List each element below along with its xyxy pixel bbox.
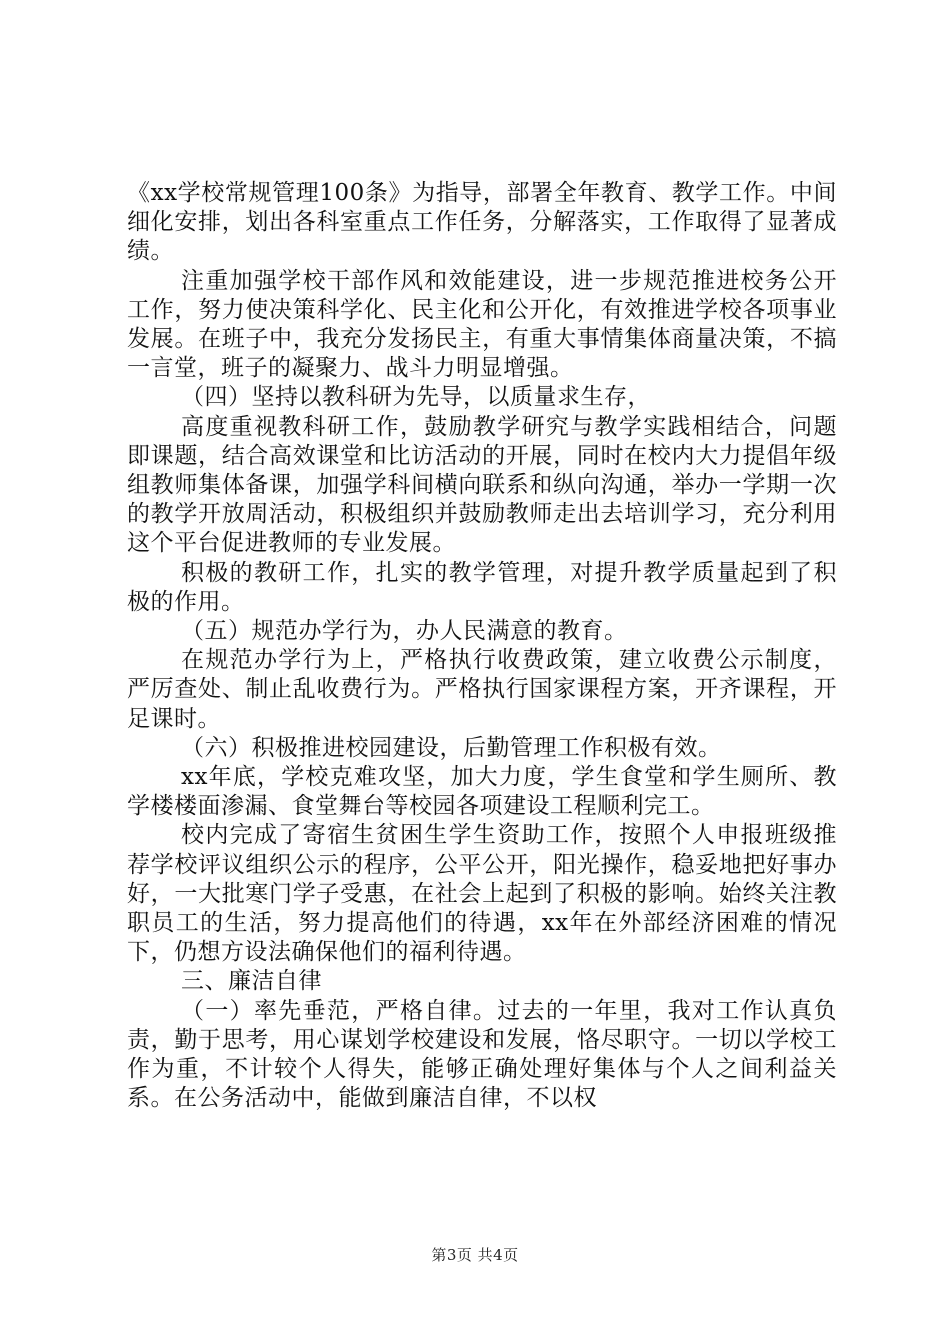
section-heading: （五）规范办学行为，办人民满意的教育。: [181, 618, 628, 645]
paragraph: 注重加强学校干部作风和效能建设，进一步规范推进校务公开工作，努力使决策科学化、民主化和公开化，有效推进学校各项事业发展。在班子中，我充分发扬民主，有重大事情集体商量决策，不搞一言堂，班子的凝聚力、战斗力明显增强。: [127, 267, 837, 382]
paragraph: （一）率先垂范，严格自律。过去的一年里，我对工作认真负责，勤于思考，用心谋划学校建设和发展，恪尽职守。一切以学校工作为重，不计较个人得失，能够正确处理好集体与个人之间利益关系。在公务活动中，能做到廉洁自律，不以权: [127, 997, 837, 1112]
page-number-footer: 第3页 共4页: [431, 1246, 519, 1264]
paragraph: 《xx学校常规管理100条》为指导，部署全年教育、教学工作。中间细化安排，划出各科室重点工作任务，分解落实，工作取得了显著成绩。: [127, 180, 837, 265]
section-heading: （四）坚持以教科研为先导，以质量求生存，: [181, 384, 651, 411]
paragraph: xx年底，学校克难攻坚，加大力度，学生食堂和学生厕所、教学楼楼面渗漏、食堂舞台等校园各项建设工程顺利完工。: [127, 764, 837, 820]
paragraph: 积极的教研工作，扎实的教学管理，对提升教学质量起到了积极的作用。: [127, 559, 837, 615]
section-heading: （六）积极推进校园建设，后勤管理工作积极有效。: [181, 734, 722, 761]
chapter-heading: 三、廉洁自律: [181, 968, 322, 995]
paragraph: 校内完成了寄宿生贫困生学生资助工作，按照个人申报班级推荐学校评议组织公示的程序，公平公开，阳光操作，稳妥地把好事办好，一大批寒门学子受惠，在社会上起到了积极的影响。始终关注教职员工的生活，努力提高他们的待遇，xx年在外部经济困难的情况下，仍想方设法确保他们的福利待遇。: [127, 822, 837, 966]
paragraph: 高度重视教科研工作，鼓励教学研究与教学实践相结合，问题即课题，结合高效课堂和比访活动的开展，同时在校内大力提倡年级组教师集体备课，加强学科间横向联系和纵向沟通，举办一学期一次的教学开放周活动，积极组织并鼓励教师走出去培训学习，充分利用这个平台促进教师的专业发展。: [127, 413, 837, 557]
paragraph: 在规范办学行为上，严格执行收费政策，建立收费公示制度，严厉查处、制止乱收费行为。严格执行国家课程方案，开齐课程，开足课时。: [127, 647, 837, 732]
document-body: [127, 179, 837, 1114]
